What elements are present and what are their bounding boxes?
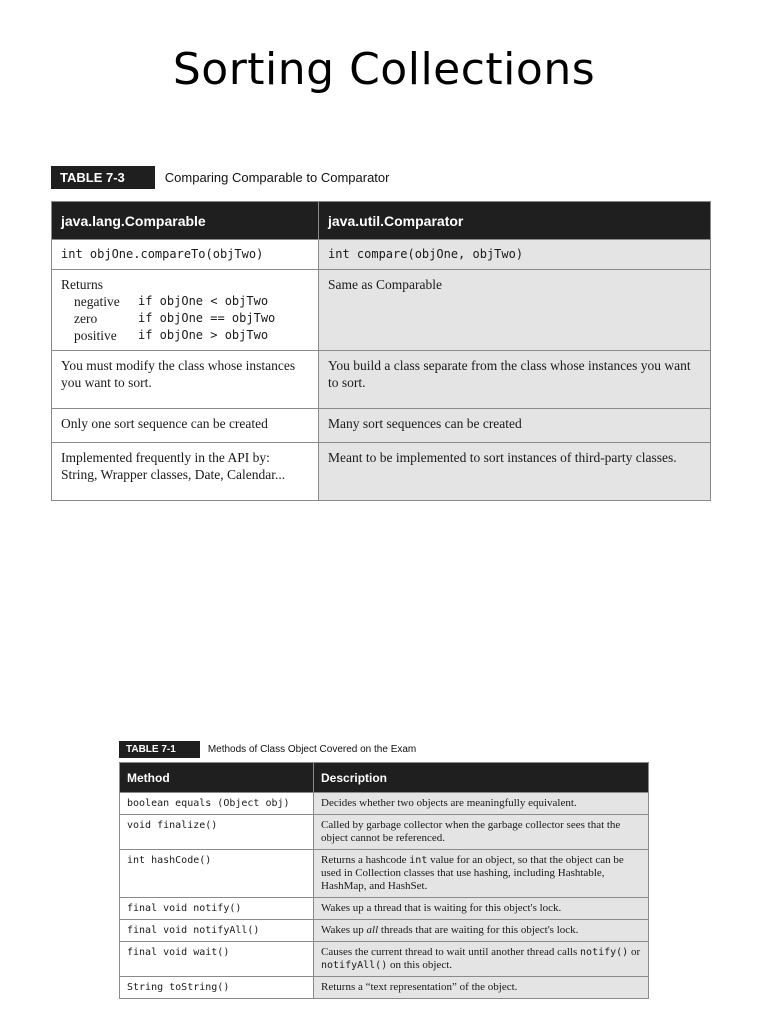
table-cell: Only one sort sequence can be created: [52, 409, 319, 443]
desc-emphasis: all: [366, 924, 379, 936]
description-cell: [314, 942, 649, 977]
column-header: java.util.Comparator: [319, 202, 711, 240]
desc-text: threads that are waiting for this object's lock.: [378, 924, 579, 936]
returns-code: if objOne < objTwo: [138, 294, 269, 308]
description-cell: [314, 920, 649, 942]
table-row: [52, 409, 711, 443]
column-header: Description: [314, 763, 649, 793]
returns-label: negative: [74, 294, 120, 309]
column-header: java.lang.Comparable: [52, 202, 319, 240]
returns-code: if objOne > objTwo: [138, 328, 269, 342]
description-cell: Called by garbage collector when the garbage collector sees that the object cannot be referenced.: [314, 815, 649, 850]
method-cell: int hashCode(): [120, 850, 314, 898]
table-row: [120, 920, 649, 942]
table1-tag: TABLE 7-3: [51, 166, 155, 189]
table-cell: You build a class separate from the class whose instances you want to sort.: [319, 351, 711, 409]
desc-text: Wakes up: [321, 924, 367, 936]
table1-caption: [51, 166, 389, 189]
returns-label: zero: [74, 311, 98, 326]
returns-label: positive: [74, 328, 117, 343]
table-row: [120, 898, 649, 920]
table2-caption-text: Methods of Class Object Covered on the Exam: [207, 744, 417, 755]
column-header: Method: [120, 763, 314, 793]
returns-line: [61, 310, 309, 327]
method-cell: void finalize(): [120, 815, 314, 850]
table-header-row: [52, 202, 711, 240]
returns-title: Returns: [61, 277, 103, 292]
desc-code: notifyAll(): [321, 960, 388, 971]
table2-tag: TABLE 7-1: [119, 741, 200, 758]
method-cell: boolean equals (Object obj): [120, 793, 314, 815]
table-row: [52, 443, 711, 501]
desc-text: on this object.: [387, 959, 453, 971]
table-row: [120, 850, 649, 898]
table-cell: Implemented frequently in the API by: String, Wrapper classes, Date, Calendar...: [52, 443, 319, 501]
returns-line: [61, 293, 309, 310]
description-cell: [314, 850, 649, 898]
table-header-row: [120, 763, 649, 793]
desc-code: int: [409, 855, 428, 866]
table1-caption-text: Comparing Comparable to Comparator: [164, 170, 390, 185]
desc-text: or: [628, 946, 641, 958]
table-cell: You must modify the class whose instances you want to sort.: [52, 351, 319, 409]
description-cell: Returns a “text representation” of the object.: [314, 977, 649, 999]
desc-text: value for an object, so that the object can be used in Collection classes that use hashing, including Hashtable, HashMap, and HashSet.: [321, 854, 624, 892]
table-row: [52, 351, 711, 409]
table-cell: Many sort sequences can be created: [319, 409, 711, 443]
desc-text: Causes the current thread to wait until another thread calls: [321, 946, 581, 958]
object-methods-table: [119, 762, 649, 999]
method-cell: final void notify(): [120, 898, 314, 920]
description-cell: Wakes up a thread that is waiting for this object's lock.: [314, 898, 649, 920]
table-cell: int objOne.compareTo(objTwo): [52, 240, 319, 270]
table-cell: int compare(objOne, objTwo): [319, 240, 711, 270]
desc-code: notify(): [580, 947, 629, 958]
table-cell: Meant to be implemented to sort instances of third-party classes.: [319, 443, 711, 501]
method-cell: String toString(): [120, 977, 314, 999]
returns-code: if objOne == objTwo: [138, 311, 276, 325]
description-cell: Decides whether two objects are meaningfully equivalent.: [314, 793, 649, 815]
table-cell: Same as Comparable: [319, 270, 711, 351]
table2-caption: [119, 741, 416, 758]
table-cell: [52, 270, 319, 351]
method-cell: final void wait(): [120, 942, 314, 977]
table-row: [120, 942, 649, 977]
table-row: [52, 270, 711, 351]
table-row: [120, 793, 649, 815]
page-title: Sorting Collections: [172, 44, 596, 95]
method-cell: final void notifyAll(): [120, 920, 314, 942]
table-row: [52, 240, 711, 270]
desc-text: Returns a hashcode: [321, 854, 410, 866]
returns-line: [61, 327, 309, 344]
comparable-comparator-table: [51, 201, 711, 501]
table-row: [120, 815, 649, 850]
table-row: [120, 977, 649, 999]
